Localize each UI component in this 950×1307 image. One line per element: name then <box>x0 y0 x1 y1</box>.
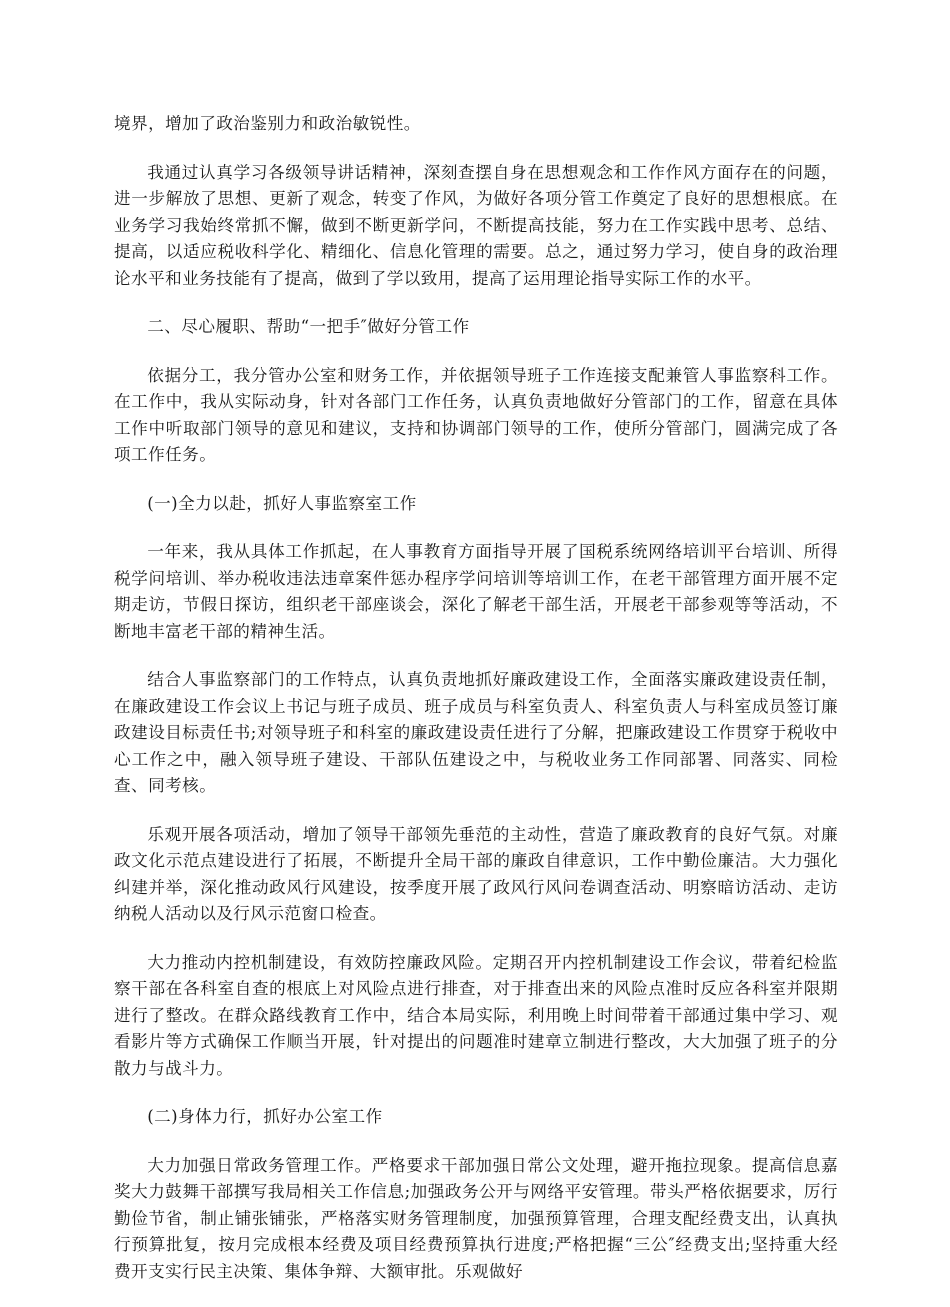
paragraph-integrity-building: 结合人事监察部门的工作特点，认真负责地抓好廉政建设工作，全面落实廉政建设责任制，在廉政建设工作会议上书记与班子成员、班子成员与科室负责人、科室负责人与科室成员签订廉政建设目标责任书;对领导班子和科室的廉政建设责任进行了分解，把廉政建设工作贯穿于税收中心工作之中，融入领导班子建设、干部队伍建设之中，与税收业务工作同部署、同落实、同检查、同考核。 <box>114 670 838 795</box>
section-heading-2: 二、尽心履职、帮助“一把手″做好分管工作 <box>147 317 470 336</box>
document-body <box>114 111 838 1307</box>
paragraph-continuation: 境界，增加了政治鉴别力和政治敏锐性。 <box>114 114 421 133</box>
paragraph-activities: 乐观开展各项活动，增加了领导干部领先垂范的主动性，营造了廉政教育的良好气氛。对廉政文化示范点建设进行了拓展，不断提升全局干部的廉政自律意识，工作中勤俭廉洁。大力强化纠建并举，深化推动政风行风建设，按季度开展了政风行风问卷调查活动、明察暗访活动、走访纳税人活动以及行风示范窗口检查。 <box>114 824 838 923</box>
paragraph-division-of-work: 依据分工，我分管办公室和财务工作，并依据领导班子工作连接支配兼管人事监察科工作。在工作中，我从实际动身，针对各部门工作任务，认真负责地做好分管部门的工作，留意在具体工作中听取部门领导的意见和建议，支持和协调部门领导的工作，使所分管部门，圆满完成了各项工作任务。 <box>114 365 838 464</box>
paragraph-internal-control: 大力推动内控机制建设，有效防控廉政风险。定期召开内控机制建设工作会议，带着纪检监察干部在各科室自查的根底上对风险点进行排查，对于排查出来的风险点准时反应各科室并限期进行了整改。在群众路线教育工作中，结合本局实际，利用晚上时间带着干部通过集中学习、观看影片等方式确保工作顺当开展，针对提出的问题准时建章立制进行整改，大大加强了班子的分散力与战斗力。 <box>114 952 838 1078</box>
subheading-office-work: (二)身体力行，抓好办公室工作 <box>147 1107 383 1126</box>
subheading-personnel-supervision: (一)全力以赴，抓好人事监察室工作 <box>147 493 417 513</box>
paragraph-daily-affairs: 大力加强日常政务管理工作。严格要求干部加强日常公文处理，避开拖拉现象。提高信息嘉奖大力鼓舞干部撰写我局相关工作信息;加强政务公开与网络平安管理。带头严格依据要求，厉行勤俭节省，制止铺张铺张，严格落实财务管理制度，加强预算管理，合理支配经费支出，认真执行预算批复，按月完成根本经费及项目经费预算执行进度;严格把握“三公″经费支出;坚持重大经费开支实行民主决策、集体争辩、大额审批。乐观做好 <box>114 1155 838 1281</box>
paragraph-training: 一年来，我从具体工作抓起，在人事教育方面指导开展了国税系统网络培训平台培训、所得税学问培训、举办税收违法违章案件惩办程序学问培训等培训工作，在老干部管理方面开展不定期走访，节假日探访，组织老干部座谈会，深化了解老干部生活，开展老干部参观等等活动，不断地丰富老干部的精神生活。 <box>114 542 838 641</box>
paragraph-study-summary: 我通过认真学习各级领导讲话精神，深刻查摆自身在思想观念和工作作风方面存在的问题，进一步解放了思想、更新了观念，转变了作风，为做好各项分管工作奠定了良好的思想根底。在业务学习我始终常抓不懈，做到不断更新学问，不断提高技能，努力在工作实践中思考、总结、提高，以适应税收科学化、精细化、信息化管理的需要。总之，通过努力学习，使自身的政治理论水平和业务技能有了提高，做到了学以致用，提高了运用理论指导实际工作的水平。 <box>114 162 838 288</box>
